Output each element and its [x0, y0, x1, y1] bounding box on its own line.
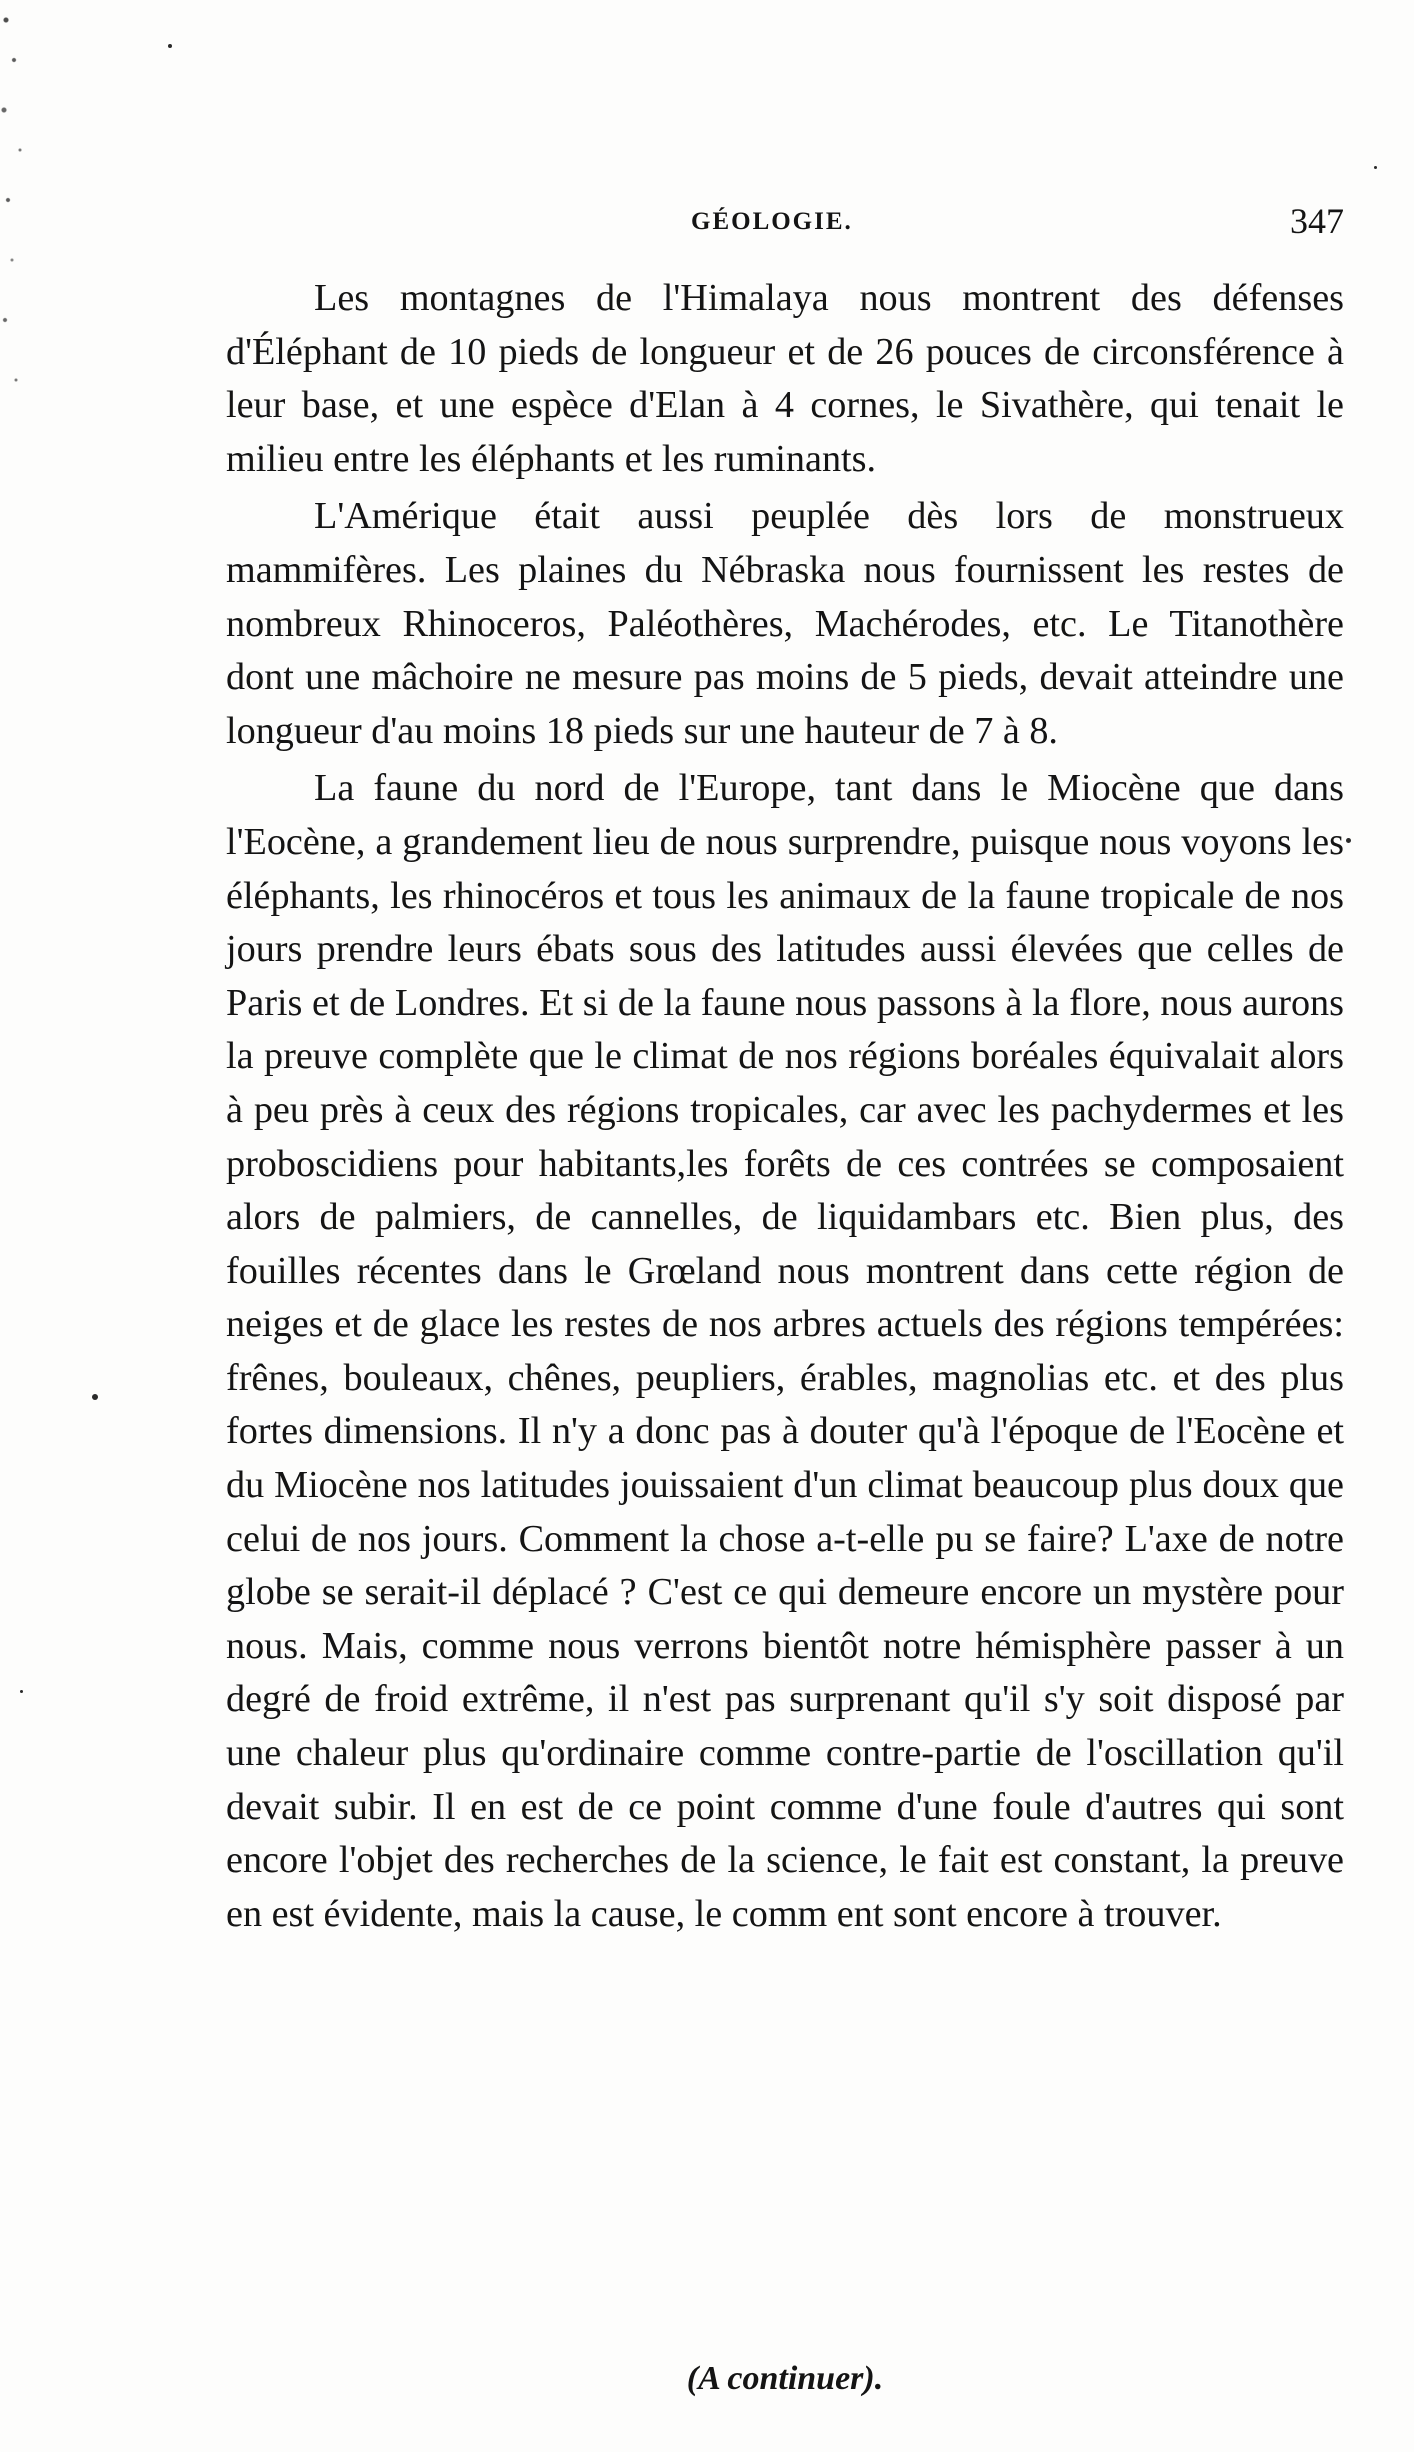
continuation-note: (A continuer). [686, 2360, 884, 2397]
paragraph: La faune du nord de l'Europe, tant dans le Miocène que dans l'Eocène, a grandement lieu de nous surprendre, puisque nous voyons les éléphants, les rhinocéros et tous les animaux de la faune tropicale de nos jours prendre leurs ébats sous des latitudes aussi élevées que celles de Paris et de Londres. Et si de la faune nous passons à la flore, nous aurons la preuve complète que le climat de nos régions boréales équivalait alors à peu près à ceux des régions tropicales, car avec les pachydermes et les proboscidiens pour habitants,les forêts de ces contrées se composaient alors de palmiers, de cannelles, de liquidambars etc. Bien plus, des fouilles récentes dans le Grœland nous montrent dans cette région de neiges et de glace les restes de nos arbres actuels des régions tempérées: frênes, bouleaux, chênes, peupliers, érables, magnolias etc. et des plus fortes dimensions. Il n'y a donc pas à douter qu'à l'époque de l'Eocène et du Miocène nos latitudes jouissaient d'un climat beaucoup plus doux que celui de nos jours. Comment la chose a-t-elle pu se faire? L'axe de notre globe se serait-il déplacé ? C'est ce qui demeure encore un mystère pour nous. Mais, comme nous verrons bientôt notre hémisphère passer à un degré de froid extrême, il n'est pas surprenant qu'il s'y soit disposé par une chaleur plus qu'ordinaire comme contre-partie de l'oscillation qu'il devait subir. Il en est de ce point comme d'une foule d'autres qui sont encore l'objet des recherches de la science, le fait est constant, la preuve en est évidente, mais la cause, le comm ent sont encore à trouver. [226, 767, 1344, 1935]
scan-margin-noise [0, 0, 36, 420]
running-head: GÉOLOGIE. [691, 208, 853, 235]
paragraph: Les montagnes de l'Himalaya nous montrent des défenses d'Éléphant de 10 pieds de longueur et de 26 pouces de circonsférence à leur base, et une espèce d'Elan à 4 cornes, le Sivathère, qui tenait le milieu entre les éléphants et les ruminants. [226, 277, 1344, 480]
scan-speck [20, 1690, 23, 1693]
paragraph: L'Amérique était aussi peuplée dès lors de monstrueux mammifères. Les plaines du Nébraska nous fournissent les restes de nombreux Rhinoceros, Paléothères, Machérodes, etc. Le Titanothère dont une mâchoire ne mesure pas moins de 5 pieds, devait atteindre une longueur d'au moins 18 pieds sur une hauteur de 7 à 8. [226, 495, 1344, 752]
page-header [226, 200, 1344, 250]
body-text [226, 272, 1344, 1941]
scan-speck [1346, 838, 1351, 843]
page-number: 347 [1290, 201, 1344, 241]
scan-speck [168, 44, 172, 48]
scan-speck [1374, 166, 1377, 169]
scan-speck [92, 1394, 98, 1400]
